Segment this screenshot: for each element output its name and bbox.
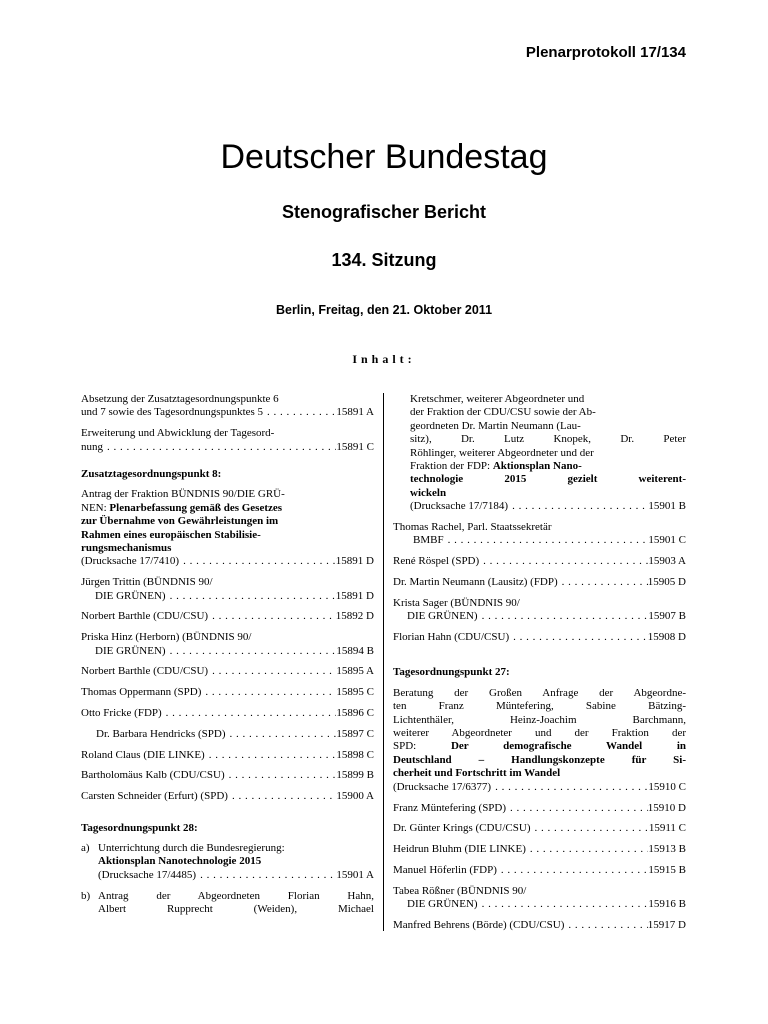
- leader-dots: [226, 728, 337, 741]
- page-reference: 15911 C: [648, 822, 686, 835]
- toc-entry-antrag: [81, 488, 374, 568]
- page-reference: 15891 D: [335, 589, 374, 602]
- speaker-entry: [393, 521, 686, 548]
- speaker-entry: [393, 885, 686, 912]
- inquiry-title: Deutschland – Handlungskonzepte für Si-: [393, 753, 686, 766]
- speaker-name: Norbert Barthle (CDU/CSU): [81, 610, 209, 623]
- leader-dots: [491, 781, 648, 794]
- leader-dots: [508, 500, 648, 513]
- session-number: 134. Sitzung: [331, 250, 437, 270]
- speaker-entry: [81, 686, 374, 699]
- leader-dots: [162, 707, 337, 720]
- toc-entry-text: Antrag der Abgeordneten Florian Hahn,: [98, 889, 374, 902]
- column-divider: [383, 393, 384, 931]
- speaker-name: René Röspel (SPD): [393, 555, 480, 568]
- motion-title: Aktionsplan Nanotechnologie 2015: [98, 855, 262, 868]
- speaker-name: Norbert Barthle (CDU/CSU): [81, 665, 209, 678]
- toc-entry-text: Unterrichtung durch die Bundesregierung:: [98, 842, 285, 855]
- leader-dots: [479, 555, 648, 568]
- page-reference: 15899 B: [336, 769, 374, 782]
- speaker-party: DIE GRÜNEN): [407, 610, 478, 623]
- speaker-entry: [81, 610, 374, 623]
- leader-dots: [225, 769, 337, 782]
- leader-dots: [103, 441, 336, 454]
- speaker-entry: [81, 707, 374, 720]
- toc-entry-erweiterung: [81, 427, 374, 454]
- leader-dots: [201, 686, 336, 699]
- toc-entry-text: Röhlinger, weiterer Abgeordneter und der: [410, 446, 594, 459]
- toc-entry-text: weiterer Abgeordneter und der Fraktion der: [393, 727, 686, 740]
- toc-entry-absetzung: [81, 393, 374, 420]
- speaker-entry: [81, 769, 374, 782]
- toc-entry-text: Beratung der Großen Anfrage der Abgeordne-: [393, 686, 686, 699]
- toc-entry-text: Kretschmer, weiterer Abgeordneter und: [410, 393, 585, 405]
- toc-entry-text: NEN:: [81, 501, 110, 514]
- leader-dots: [166, 645, 337, 658]
- document-reference: (Drucksache 17/7184): [410, 500, 509, 513]
- speaker-entry: [81, 728, 374, 741]
- leader-dots: [506, 802, 648, 815]
- speaker-entry: [393, 555, 686, 568]
- leader-dots: [526, 843, 649, 856]
- contents-right-column: [393, 393, 686, 940]
- leader-dots: [208, 610, 336, 623]
- speaker-name: Carsten Schneider (Erfurt) (SPD): [81, 790, 228, 803]
- speaker-party: DIE GRÜNEN): [407, 898, 478, 911]
- speaker-entry: [393, 864, 686, 877]
- speaker-name: Roland Claus (DIE LINKE): [81, 748, 205, 761]
- leader-dots: [179, 555, 336, 568]
- page-reference: 15910 C: [648, 780, 686, 793]
- speaker-entry: [81, 665, 374, 678]
- page-reference: 15898 C: [336, 748, 374, 761]
- page-reference: 15901 C: [648, 534, 686, 547]
- leader-dots: [166, 590, 336, 603]
- page-reference: 15905 D: [647, 576, 686, 589]
- page-reference: 15891 C: [336, 440, 374, 453]
- speaker-name: Dr. Günter Krings (CDU/CSU): [393, 822, 531, 835]
- speaker-name: Priska Hinz (Herborn) (BÜNDNIS 90/: [81, 631, 252, 644]
- leader-dots: [478, 898, 649, 911]
- toc-entry-text: geordneten Dr. Martin Neumann (Lau-: [410, 419, 581, 432]
- page-reference: 15895 C: [336, 686, 374, 699]
- page-reference: 15896 C: [336, 707, 374, 720]
- page-reference: 15901 B: [648, 500, 686, 513]
- section-heading-top27: Tagesordnungspunkt 27:: [393, 666, 510, 679]
- toc-entry-text: Lichtenthäler, Heinz-Joachim Barchmann,: [393, 713, 686, 726]
- speaker-name: Manuel Höferlin (FDP): [393, 863, 497, 876]
- page-reference: 15891 A: [336, 406, 374, 419]
- page-reference: 15901 A: [336, 868, 374, 881]
- motion-title: zur Übernahme von Gewährleistungen im: [81, 515, 279, 528]
- motion-title: Plenarbefassung gemäß des Gesetzes: [109, 501, 283, 514]
- leader-dots: [208, 665, 336, 678]
- toc-entry-text: Albert Rupprecht (Weiden), Michael: [98, 903, 374, 916]
- page-reference: 15913 B: [648, 843, 686, 856]
- leader-dots: [228, 790, 336, 803]
- page-reference: 15910 D: [647, 801, 686, 814]
- page-reference: 15916 B: [648, 898, 686, 911]
- toc-item-b: [81, 890, 374, 917]
- speaker-name: Thomas Rachel, Parl. Staatssekretär: [393, 521, 552, 534]
- leader-dots: [263, 406, 336, 419]
- speaker-name: Dr. Barbara Hendricks (SPD): [96, 727, 226, 740]
- page-reference: 15891 D: [335, 555, 374, 568]
- speaker-entry: [81, 576, 374, 603]
- speaker-entry: [393, 597, 686, 624]
- speaker-name: Franz Müntefering (SPD): [393, 801, 507, 814]
- section-heading-ztop8: Zusatztagesordnungspunkt 8:: [81, 468, 222, 481]
- item-marker: a): [81, 842, 90, 855]
- document-reference: (Drucksache 17/4485): [98, 868, 197, 881]
- speaker-entry: [393, 802, 686, 815]
- leader-dots: [196, 869, 336, 882]
- leader-dots: [509, 631, 648, 644]
- inquiry-title: Der demografische Wandel in: [450, 740, 686, 753]
- page-reference: 15915 B: [648, 863, 686, 876]
- section-heading-top28: Tagesordnungspunkt 28:: [81, 821, 198, 834]
- page-reference: 15907 B: [648, 610, 686, 623]
- toc-entry-text: Fraktion der FDP:: [410, 460, 493, 473]
- motion-title: technologie 2015 gezielt weiterent-: [410, 473, 686, 486]
- motion-title: rungsmechanismus: [81, 542, 172, 555]
- document-reference: (Drucksache 17/7410): [81, 555, 180, 568]
- motion-title: wickeln: [410, 486, 447, 499]
- page-reference: 15897 C: [336, 727, 374, 740]
- toc-entry-text: und 7 sowie des Tagesordnungspunktes 5: [81, 406, 264, 419]
- speaker-entry: [393, 576, 686, 589]
- toc-entry-text: sitz), Dr. Lutz Knopek, Dr. Peter: [410, 433, 686, 446]
- protocol-number: Plenarprotokoll 17/134: [525, 44, 686, 61]
- page-reference: 15900 A: [336, 790, 374, 803]
- inquiry-title: cherheit und Fortschritt im Wandel: [393, 767, 561, 780]
- page-reference: 15903 A: [648, 555, 686, 568]
- document-title: Deutscher Bundestag: [220, 138, 548, 176]
- page-reference: 15892 D: [335, 610, 374, 623]
- toc-entry-text: SPD:: [393, 740, 451, 753]
- speaker-name: Jürgen Trittin (BÜNDNIS 90/: [81, 576, 213, 589]
- speaker-ministry: BMBF: [413, 534, 444, 547]
- motion-title: Rahmen eines europäischen Stabilisie-: [81, 528, 261, 541]
- speaker-party: DIE GRÜNEN): [95, 589, 166, 602]
- toc-entry-text: nung: [81, 440, 103, 453]
- speaker-entry: [393, 919, 686, 932]
- toc-item-a: [81, 842, 374, 882]
- toc-entry-text: der Fraktion der CDU/CSU sowie der Ab-: [410, 406, 596, 419]
- page-reference: 15917 D: [647, 918, 686, 931]
- leader-dots: [478, 610, 649, 623]
- speaker-name: Thomas Oppermann (SPD): [81, 686, 202, 699]
- speaker-name: Bartholomäus Kalb (CDU/CSU): [81, 769, 225, 782]
- speaker-entry: [393, 843, 686, 856]
- session-date: Berlin, Freitag, den 21. Oktober 2011: [275, 303, 493, 317]
- toc-entry-grosse-anfrage: [393, 687, 686, 794]
- speaker-entry: [81, 749, 374, 762]
- item-marker: b): [81, 889, 91, 902]
- document-reference: (Drucksache 17/6377): [393, 780, 492, 793]
- toc-item-b-continued: [393, 393, 686, 514]
- speaker-name: Dr. Martin Neumann (Lausitz) (FDP): [393, 576, 558, 589]
- leader-dots: [558, 576, 648, 589]
- leader-dots: [564, 919, 647, 932]
- leader-dots: [531, 822, 649, 835]
- speaker-name: Otto Fricke (FDP): [81, 707, 162, 720]
- speaker-name: Krista Sager (BÜNDNIS 90/: [393, 596, 520, 609]
- speaker-name: Manfred Behrens (Börde) (CDU/CSU): [393, 918, 565, 931]
- leader-dots: [497, 864, 649, 877]
- toc-entry-text: Absetzung der Zusatztagesordnungspunkte 6: [81, 393, 279, 405]
- toc-entry-text: Erweiterung und Abwicklung der Tagesord-: [81, 427, 275, 440]
- page-reference: 15895 A: [336, 665, 374, 678]
- speaker-entry: [393, 631, 686, 644]
- leader-dots: [205, 749, 337, 762]
- document-subtitle: Stenografischer Bericht: [281, 202, 487, 222]
- motion-title: Aktionsplan Nano-: [492, 460, 582, 473]
- speaker-entry: [81, 790, 374, 803]
- speaker-name: Florian Hahn (CDU/CSU): [393, 631, 510, 644]
- page-reference: 15908 D: [647, 631, 686, 644]
- contents-left-column: [81, 393, 374, 924]
- page-reference: 15894 B: [336, 644, 374, 657]
- speaker-entry: [393, 822, 686, 835]
- toc-entry-text: Antrag der Fraktion BÜNDNIS 90/DIE GRÜ-: [81, 488, 285, 501]
- toc-entry-text: ten Franz Müntefering, Sabine Bätzing-: [393, 700, 686, 713]
- contents-heading: Inhalt:: [352, 352, 416, 366]
- speaker-party: DIE GRÜNEN): [95, 644, 166, 657]
- speaker-entry: [81, 631, 374, 658]
- leader-dots: [444, 534, 649, 547]
- speaker-name: Tabea Rößner (BÜNDNIS 90/: [393, 884, 527, 897]
- speaker-name: Heidrun Bluhm (DIE LINKE): [393, 843, 526, 856]
